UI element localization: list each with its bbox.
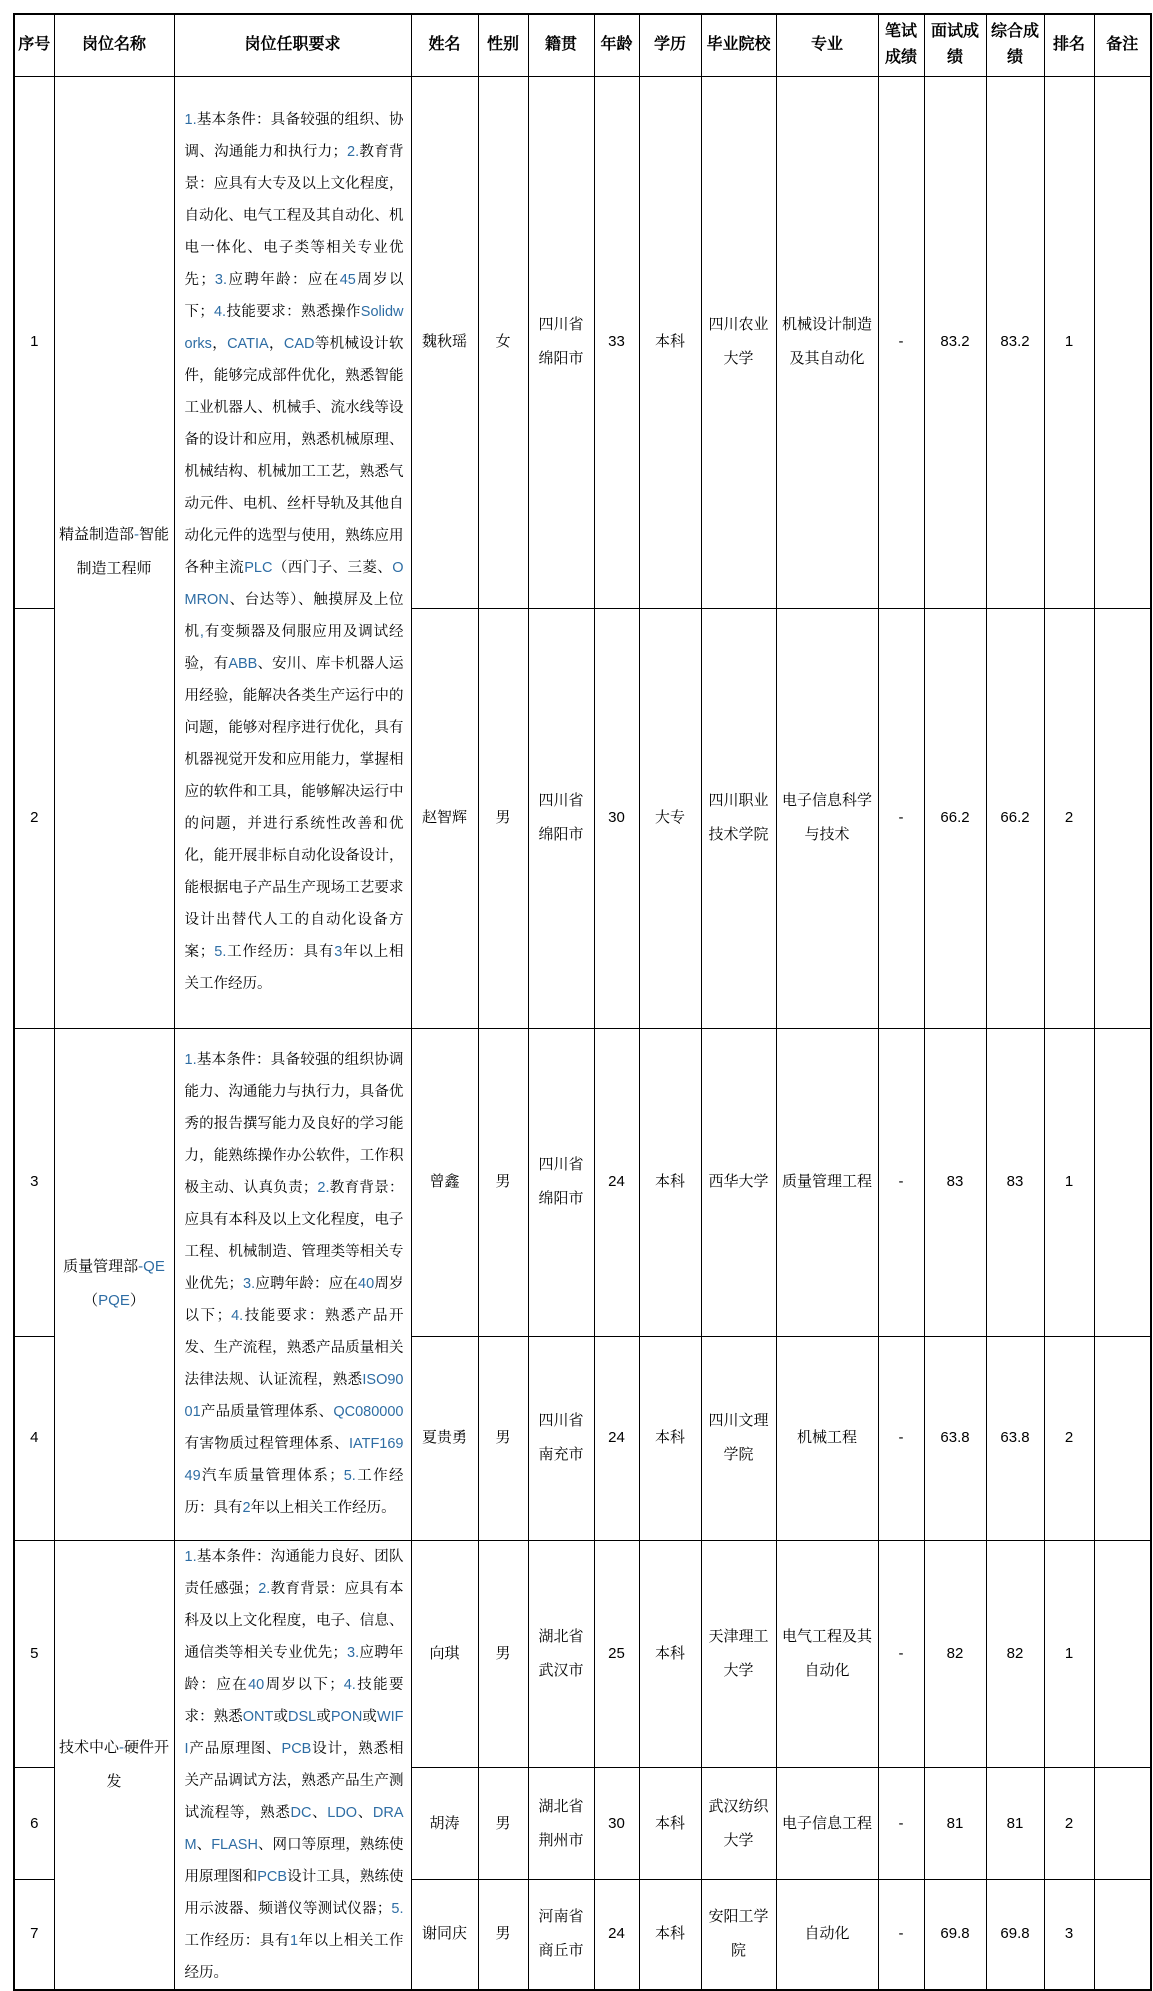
cell-written-score: - <box>878 1028 924 1336</box>
cell-name: 向琪 <box>411 1540 478 1767</box>
cell-remark <box>1094 1336 1151 1540</box>
cell-age: 24 <box>594 1028 639 1336</box>
cell-age: 30 <box>594 1767 639 1879</box>
cell-interview-score: 63.8 <box>924 1336 986 1540</box>
cell-gender: 男 <box>478 608 528 1028</box>
table-row-3 <box>14 1028 1151 1336</box>
cell-gender: 男 <box>478 1540 528 1767</box>
cell-name: 胡涛 <box>411 1767 478 1879</box>
header-position: 岗位名称 <box>54 14 174 76</box>
cell-written-score: - <box>878 1336 924 1540</box>
cell-name: 赵智辉 <box>411 608 478 1028</box>
cell-education: 本科 <box>639 1336 701 1540</box>
header-written-score: 笔试成绩 <box>878 14 924 76</box>
cell-position: 技术中心-硬件开发 <box>54 1540 174 1990</box>
cell-rank: 2 <box>1044 608 1094 1028</box>
header-rank: 排名 <box>1044 14 1094 76</box>
cell-written-score: - <box>878 76 924 608</box>
cell-major: 电子信息工程 <box>776 1767 878 1879</box>
cell-name: 曾鑫 <box>411 1028 478 1336</box>
cell-education: 本科 <box>639 76 701 608</box>
header-gender: 性别 <box>478 14 528 76</box>
cell-requirements: 1.基本条件：沟通能力良好、团队责任感强；2.教育背景：应具有本科及以上文化程度，电子、信息、通信类等相关专业优先；3.应聘年龄：应在40周岁以下；4.技能要求：熟悉ONT或DSL或PON或WIFI产品原理图、PCB设计，熟悉相关产品调试方法，熟悉产品生产测试流程等，熟悉DC、LDO、DRAM、FLASH、网口等原理，熟练使用原理图和PCB设计工具，熟练使用示波器、频谱仪等测试仪器；5.工作经历：具有1年以上相关工作经历。 <box>174 1540 411 1990</box>
cell-remark <box>1094 608 1151 1028</box>
cell-school: 天津理工大学 <box>701 1540 776 1767</box>
cell-major: 电气工程及其自动化 <box>776 1540 878 1767</box>
cell-no: 2 <box>14 608 54 1028</box>
cell-position: 质量管理部-QE（PQE） <box>54 1028 174 1540</box>
cell-overall-score: 69.8 <box>986 1880 1044 1990</box>
cell-education: 本科 <box>639 1540 701 1767</box>
header-hometown: 籍贯 <box>528 14 594 76</box>
cell-school: 武汉纺织大学 <box>701 1767 776 1879</box>
cell-written-score: - <box>878 1767 924 1879</box>
cell-remark <box>1094 1880 1151 1990</box>
cell-no: 3 <box>14 1028 54 1336</box>
cell-age: 33 <box>594 76 639 608</box>
cell-overall-score: 81 <box>986 1767 1044 1879</box>
cell-remark <box>1094 1028 1151 1336</box>
cell-overall-score: 82 <box>986 1540 1044 1767</box>
cell-hometown: 四川省南充市 <box>528 1336 594 1540</box>
cell-major: 自动化 <box>776 1880 878 1990</box>
cell-gender: 男 <box>478 1336 528 1540</box>
cell-school: 四川农业大学 <box>701 76 776 608</box>
cell-age: 30 <box>594 608 639 1028</box>
cell-requirements: 1.基本条件：具备较强的组织协调能力、沟通能力与执行力，具备优秀的报告撰写能力及良好的学习能力，能熟练操作办公软件，工作积极主动、认真负责；2.教育背景：应具有本科及以上文化程度，电子工程、机械制造、管理类等相关专业优先；3.应聘年龄：应在40周岁以下；4.技能要求：熟悉产品开发、生产流程，熟悉产品质量相关法律法规、认证流程，熟悉ISO9001产品质量管理体系、QC080000有害物质过程管理体系、IATF16949汽车质量管理体系；5.工作经历：具有2年以上相关工作经历。 <box>174 1028 411 1540</box>
cell-interview-score: 66.2 <box>924 608 986 1028</box>
cell-age: 24 <box>594 1336 639 1540</box>
cell-major: 机械设计制造及其自动化 <box>776 76 878 608</box>
recruitment-results-table <box>13 13 1152 1991</box>
cell-major: 电子信息科学与技术 <box>776 608 878 1028</box>
cell-no: 7 <box>14 1880 54 1990</box>
table-header-row <box>14 14 1151 76</box>
cell-education: 本科 <box>639 1767 701 1879</box>
cell-written-score: - <box>878 608 924 1028</box>
cell-written-score: - <box>878 1540 924 1767</box>
cell-interview-score: 69.8 <box>924 1880 986 1990</box>
cell-hometown: 湖北省武汉市 <box>528 1540 594 1767</box>
cell-hometown: 河南省商丘市 <box>528 1880 594 1990</box>
header-school: 毕业院校 <box>701 14 776 76</box>
cell-name: 魏秋瑶 <box>411 76 478 608</box>
cell-major: 机械工程 <box>776 1336 878 1540</box>
cell-no: 5 <box>14 1540 54 1767</box>
cell-remark <box>1094 1767 1151 1879</box>
cell-remark <box>1094 1540 1151 1767</box>
cell-gender: 女 <box>478 76 528 608</box>
cell-school: 西华大学 <box>701 1028 776 1336</box>
cell-rank: 1 <box>1044 76 1094 608</box>
header-overall-score: 综合成绩 <box>986 14 1044 76</box>
header-name: 姓名 <box>411 14 478 76</box>
header-no: 序号 <box>14 14 54 76</box>
cell-rank: 3 <box>1044 1880 1094 1990</box>
cell-rank: 2 <box>1044 1767 1094 1879</box>
cell-education: 本科 <box>639 1880 701 1990</box>
cell-remark <box>1094 76 1151 608</box>
cell-hometown: 四川省绵阳市 <box>528 608 594 1028</box>
cell-school: 安阳工学院 <box>701 1880 776 1990</box>
header-major: 专业 <box>776 14 878 76</box>
cell-rank: 2 <box>1044 1336 1094 1540</box>
cell-written-score: - <box>878 1880 924 1990</box>
cell-education: 本科 <box>639 1028 701 1336</box>
header-remark: 备注 <box>1094 14 1151 76</box>
cell-interview-score: 82 <box>924 1540 986 1767</box>
cell-hometown: 湖北省荆州市 <box>528 1767 594 1879</box>
cell-age: 24 <box>594 1880 639 1990</box>
cell-position: 精益制造部-智能制造工程师 <box>54 76 174 1028</box>
cell-gender: 男 <box>478 1028 528 1336</box>
cell-requirements: 1.基本条件：具备较强的组织、协调、沟通能力和执行力；2.教育背景：应具有大专及以上文化程度，自动化、电气工程及其自动化、机电一体化、电子类等相关专业优先；3.应聘年龄：应在45周岁以下；4.技能要求：熟悉操作Solidworks，CATIA，CAD等机械设计软件，能够完成部件优化，熟悉智能工业机器人、机械手、流水线等设备的设计和应用，熟悉机械原理、机械结构、机械加工工艺，熟悉气动元件、电机、丝杆导轨及其他自动化元件的选型与使用，熟练应用各种主流PLC（西门子、三菱、OMRON、台达等）、触摸屏及上位机,有变频器及伺服应用及调试经验，有ABB、安川、库卡机器人运用经验，能解决各类生产运行中的问题，能够对程序进行优化，具有机器视觉开发和应用能力，掌握相应的软件和工具，能够解决运行中的问题，并进行系统性改善和优化，能开展非标自动化设备设计，能根据电子产品生产现场工艺要求设计出替代人工的自动化设备方案；5.工作经历：具有3年以上相关工作经历。 <box>174 76 411 1028</box>
cell-no: 1 <box>14 76 54 608</box>
cell-no: 6 <box>14 1767 54 1879</box>
cell-major: 质量管理工程 <box>776 1028 878 1336</box>
header-requirements: 岗位任职要求 <box>174 14 411 76</box>
cell-overall-score: 83.2 <box>986 76 1044 608</box>
cell-education: 大专 <box>639 608 701 1028</box>
cell-age: 25 <box>594 1540 639 1767</box>
cell-hometown: 四川省绵阳市 <box>528 76 594 608</box>
header-education: 学历 <box>639 14 701 76</box>
cell-overall-score: 66.2 <box>986 608 1044 1028</box>
cell-rank: 1 <box>1044 1028 1094 1336</box>
cell-name: 谢同庆 <box>411 1880 478 1990</box>
cell-overall-score: 63.8 <box>986 1336 1044 1540</box>
cell-rank: 1 <box>1044 1540 1094 1767</box>
cell-name: 夏贵勇 <box>411 1336 478 1540</box>
cell-interview-score: 83 <box>924 1028 986 1336</box>
cell-no: 4 <box>14 1336 54 1540</box>
cell-hometown: 四川省绵阳市 <box>528 1028 594 1336</box>
cell-interview-score: 83.2 <box>924 76 986 608</box>
table-row-1 <box>14 76 1151 608</box>
cell-school: 四川文理学院 <box>701 1336 776 1540</box>
cell-school: 四川职业技术学院 <box>701 608 776 1028</box>
header-age: 年龄 <box>594 14 639 76</box>
cell-overall-score: 83 <box>986 1028 1044 1336</box>
cell-interview-score: 81 <box>924 1767 986 1879</box>
cell-gender: 男 <box>478 1880 528 1990</box>
cell-gender: 男 <box>478 1767 528 1879</box>
header-interview-score: 面试成绩 <box>924 14 986 76</box>
table-row-5 <box>14 1540 1151 1767</box>
